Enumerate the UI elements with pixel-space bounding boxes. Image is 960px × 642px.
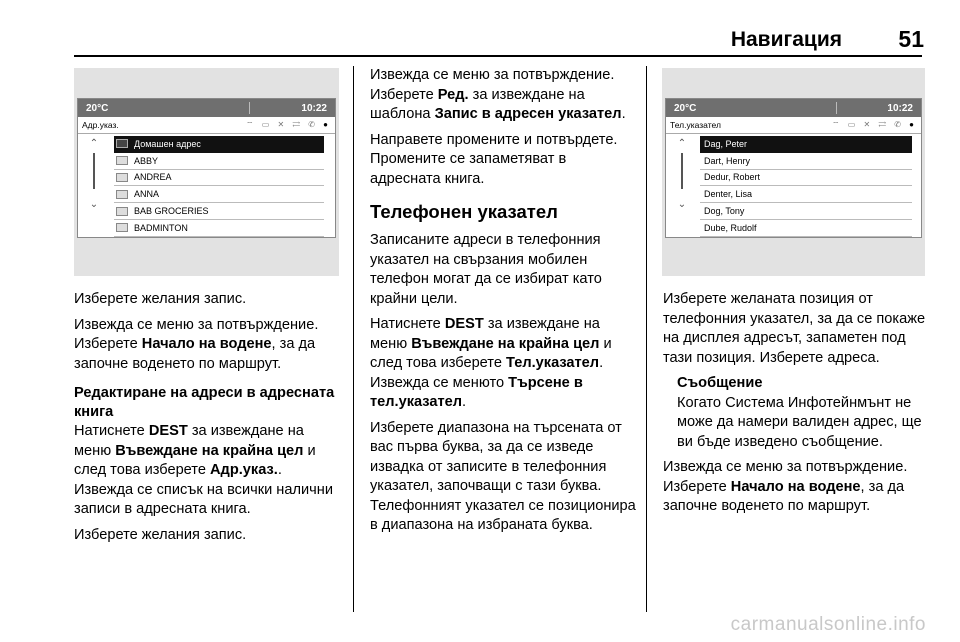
list-item[interactable]: Домашен адрес bbox=[114, 136, 324, 153]
paragraph: Направете промените и потвърдете. Промените се запаметяват в адресната книга. bbox=[370, 131, 618, 187]
paragraph: Извежда се меню за потвърждение. Изберете Ред. за извеждане на шаблона Запис в адресен указател. bbox=[370, 67, 626, 122]
watermark: carmanualsonline.info bbox=[730, 614, 926, 635]
status-icons: ⌔ ▭ ✕ ⇄ ✆ ● bbox=[832, 120, 917, 129]
scroll-up-icon[interactable]: ⌃ bbox=[677, 138, 687, 149]
list-item[interactable]: Dedur, Robert bbox=[700, 170, 912, 187]
display-status-bar bbox=[666, 99, 921, 117]
list-item[interactable]: Dog, Tony bbox=[700, 203, 912, 220]
contact-icon bbox=[116, 190, 128, 199]
scroll-track bbox=[681, 153, 683, 189]
display-status-bar bbox=[78, 99, 335, 117]
list-item[interactable]: Dart, Henry bbox=[700, 153, 912, 170]
page-section-title: Навигация bbox=[730, 28, 842, 51]
temperature-readout: 20°C bbox=[86, 102, 109, 114]
section-heading: Телефонен указател bbox=[370, 201, 558, 222]
display-title-bar bbox=[78, 117, 335, 134]
paragraph: Изберете желания запис. bbox=[74, 291, 247, 307]
header-rule bbox=[74, 55, 922, 57]
scroll-up-icon[interactable]: ⌃ bbox=[89, 138, 99, 149]
section-heading: Редактиране на адреси в адресната книга bbox=[74, 385, 335, 420]
paragraph: Извежда се меню за потвърждение. Изберете Начало на водене, за да започне воденето по маршрут. bbox=[663, 459, 908, 514]
status-icons: ⌔ ▭ ✕ ⇄ ✆ ● bbox=[246, 120, 331, 129]
shop-icon bbox=[116, 207, 128, 216]
menu-term: Тел.указател bbox=[506, 355, 600, 371]
column-divider-1 bbox=[353, 66, 354, 612]
paragraph: Изберете желания запис. bbox=[74, 526, 247, 543]
phonebook-list bbox=[700, 136, 912, 237]
temperature-readout: 20°C bbox=[674, 102, 697, 114]
column-2 bbox=[370, 66, 638, 542]
contact-icon bbox=[116, 173, 128, 182]
list-title: Тел.указател bbox=[670, 120, 721, 130]
paragraph: Записаните адреси в телефонния указател на свързания мобилен телефон могат да се избират като крайни цели. bbox=[370, 232, 602, 307]
paragraph: Изберете желаната позиция от телефонния указател, за да се покаже на дисплея адресът, запаметен под тази позиция. Изберете адреса. bbox=[663, 291, 926, 366]
menu-term: Адр.указ. bbox=[210, 462, 278, 478]
menu-term: Начало на водене bbox=[730, 478, 861, 495]
list-item[interactable]: ANNA bbox=[114, 186, 324, 203]
list-item[interactable]: ANDREA bbox=[114, 170, 324, 187]
scrollbar[interactable] bbox=[674, 138, 690, 228]
scrollbar[interactable] bbox=[86, 138, 102, 228]
list-item[interactable]: BADMINTON bbox=[114, 220, 324, 237]
button-term: DEST bbox=[148, 423, 188, 439]
list-item[interactable]: Dag, Peter bbox=[700, 136, 912, 153]
scroll-track bbox=[93, 153, 95, 189]
contact-icon bbox=[116, 223, 128, 232]
status-divider bbox=[249, 102, 250, 114]
menu-term: Въвеждане на крайна цел bbox=[411, 335, 600, 352]
list-item[interactable]: Dube, Rudolf bbox=[700, 220, 912, 237]
left-screen-illustration bbox=[74, 68, 339, 276]
notice-box bbox=[677, 374, 929, 452]
list-item[interactable]: ABBY bbox=[114, 153, 324, 170]
home-icon bbox=[116, 139, 128, 148]
notice-title: Съобщение bbox=[677, 375, 763, 391]
column-1 bbox=[74, 290, 344, 551]
notice-text: Когато Система Инфотейнмънт не може да намери валиден адрес, ще ви бъде изведено съобщение. bbox=[677, 394, 922, 450]
contact-icon bbox=[116, 156, 128, 165]
scroll-down-icon[interactable]: ⌄ bbox=[677, 199, 687, 210]
phonebook-display bbox=[665, 98, 922, 238]
address-list bbox=[114, 136, 324, 237]
clock-readout: 10:22 bbox=[301, 102, 327, 114]
scroll-down-icon[interactable]: ⌄ bbox=[89, 199, 99, 210]
paragraph: Натиснете DEST за извеждане на меню Въвеждане на крайна цел и след това изберете Адр.указ.. Извежда се списък на всички налични записи в адресната книга. bbox=[74, 423, 333, 517]
column-divider-2 bbox=[646, 66, 647, 612]
list-item[interactable]: BAB GROCERIES bbox=[114, 203, 324, 220]
button-term: DEST bbox=[444, 316, 484, 332]
menu-term: Ред. bbox=[437, 86, 469, 103]
display-title-bar bbox=[666, 117, 921, 134]
clock-readout: 10:22 bbox=[887, 102, 913, 114]
column-3 bbox=[663, 290, 929, 523]
paragraph: Извежда се меню за потвърждение. Изберете Начало на водене, за да започне воденето по маршрут. bbox=[74, 316, 319, 372]
status-divider bbox=[836, 102, 837, 114]
menu-term: Начало на водене bbox=[141, 336, 272, 352]
list-item[interactable]: Denter, Lisa bbox=[700, 186, 912, 203]
menu-term: Търсене в тел.указател bbox=[370, 374, 583, 410]
paragraph: Изберете диапазона на търсената от вас първа буква, за да се изведе извадка от записите в телефонния указател, започващи с тази буква. Телефонният указател се позиционира в диапазона на избраната буква. bbox=[370, 419, 636, 533]
right-screen-illustration bbox=[662, 68, 925, 276]
menu-term: Въвеждане на крайна цел bbox=[115, 442, 304, 459]
paragraph: Натиснете DEST за извеждане на меню Въвеждане на крайна цел и след това изберете Тел.указател. Извежда се менюто Търсене в тел.указател. bbox=[370, 316, 612, 410]
navigation-display bbox=[77, 98, 336, 238]
page-number: 51 bbox=[898, 26, 924, 52]
menu-term: Запис в адресен указател bbox=[434, 106, 622, 122]
list-title: Адр.указ. bbox=[82, 120, 119, 130]
